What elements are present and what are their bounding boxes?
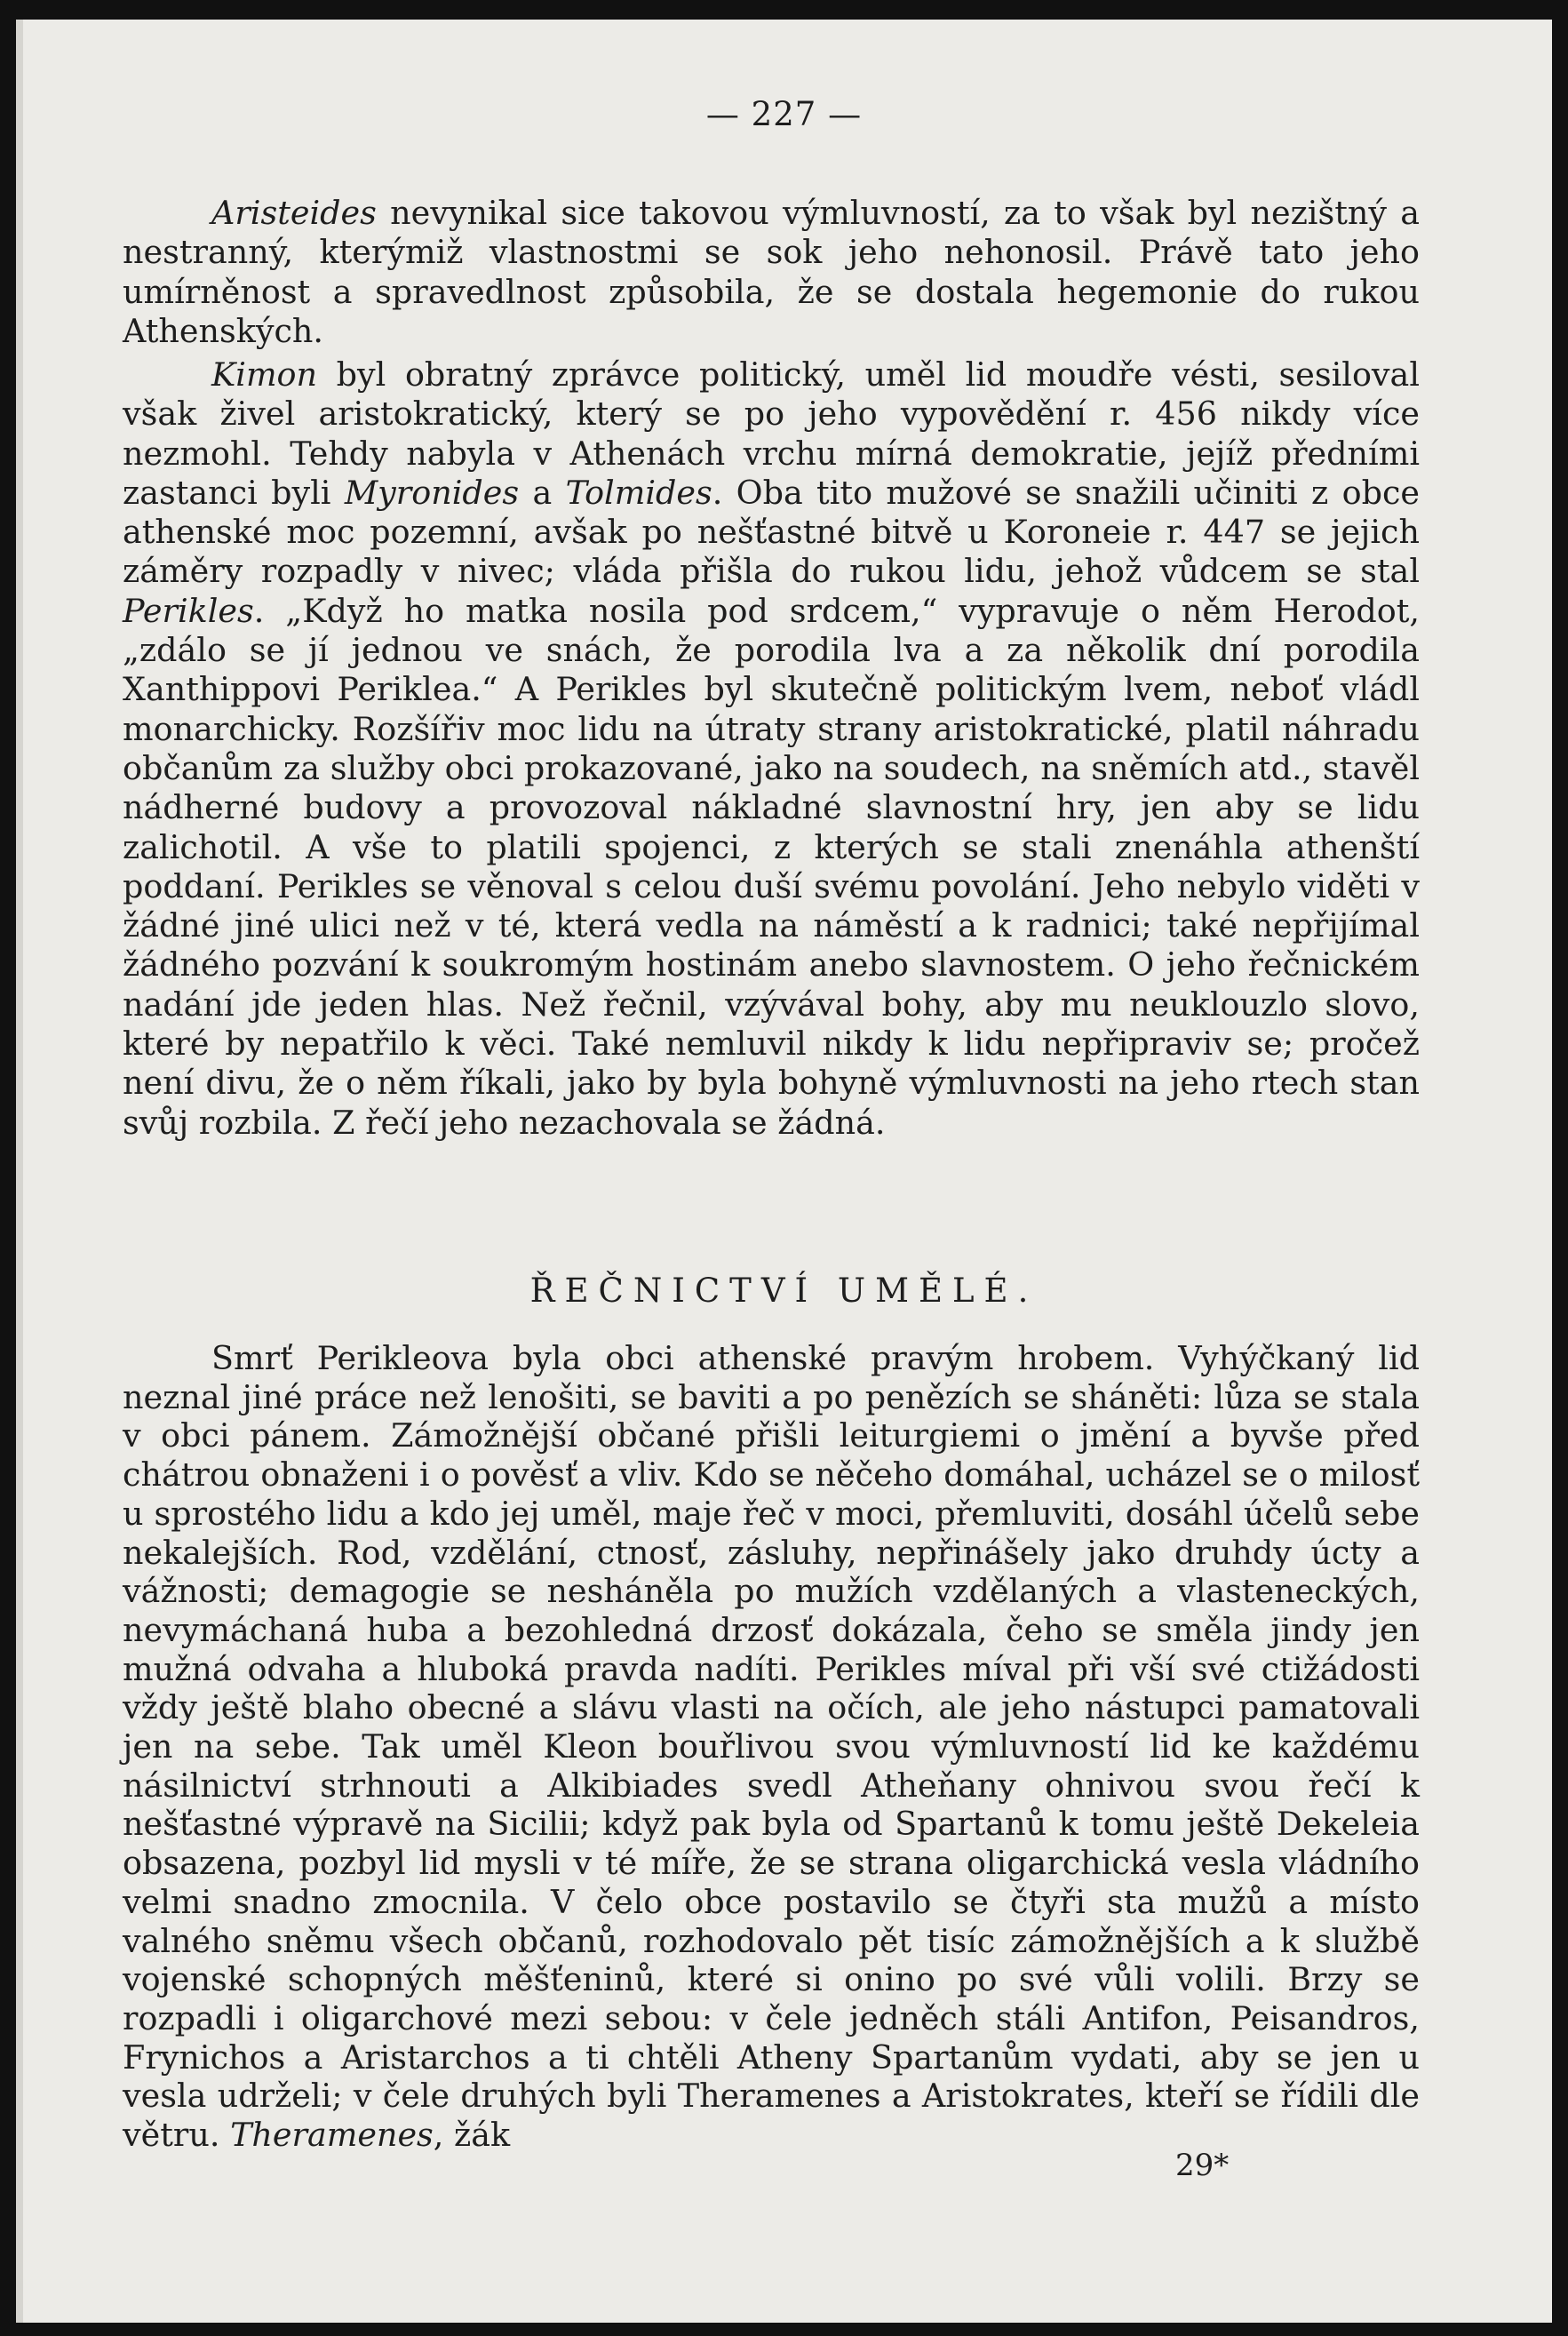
signature-mark: 29*	[1175, 2148, 1230, 2183]
name-theramenes: Theramenes	[230, 2116, 434, 2155]
section-heading: ŘEČNICTVÍ UMĚLÉ.	[529, 1271, 1039, 1310]
name-myronides: Myronides	[344, 473, 520, 512]
paragraph-text: nevynikal sice takovou výmluvností, za to však byl nezištný a nestranný, kterýmiž vlastnostmi se sok jeho nehonosil. Právě tato jeho umírněnost a spravedlnost způsobila, že se dostala hegemonie do rukou Athenských.	[123, 194, 1420, 350]
paragraph-text: a	[519, 473, 566, 512]
paragraph-smrt-perikleova	[123, 1339, 1420, 2155]
name-kimon: Kimon	[211, 355, 318, 394]
name-perikles: Perikles	[123, 591, 254, 630]
paragraph-text: . Oba tito mužové se snažili učiniti z obce athenské moc pozemní, avšak po nešťastné bitvě u Koroneie r. 447 se jejich záměry rozpadly v nivec; vláda přišla do rukou lidu, jehož vůdcem se stal	[123, 473, 1421, 591]
paragraph-text: Smrť Perikleova byla obci athenské pravým hrobem. Vyhýčkaný lid neznal jiné práce než lenošiti, se baviti a po penězích se sháněti: lůza se stala v obci pánem. Zámožnější občané přišli leiturgiemi o jmění a byvše před chátrou obnaženi i o pověsť a vliv. Kdo se něčeho domáhal, ucházel se o milosť u sprostého lidu a kdo jej uměl, maje řeč v moci, přemluviti, dosáhl účelů sebe nekalejších. Rod, vzdělání, ctnosť, zásluhy, nepřinášely jako druhdy úcty a vážnosti; demagogie se nesháněla po mužích vzdělaných a vlasteneckých, nevymáchaná huba a bezohledná drzosť dokázala, čeho se směla jindy jen mužná odvaha a hluboká pravda nadíti. Perikles míval při vší své ctižádosti vždy ještě blaho obecné a slávu vlasti na očích, ale jeho nástupci pamatovali jen na sebe. Tak uměl Kleon bouřlivou svou výmluvností lid ke každému násilnictví strhnouti a Alkibiades svedl Atheňany ohnivou svou řečí k nešťastné výpravě na Sicilii; když pak byla od Spartanů k tomu ještě Dekeleia obsazena, pozbyl lid mysli v té míře, že se strana oligarchická vesla vládního velmi snadno zmocnila. V čelo obce postavilo se čtyři sta mužů a místo valného sněmu všech občanů, rozhodovalo pět tisíc zámožnějších a k službě vojenské schopných měšťeninů, které si onino po své vůli volili. Brzy se rozpadli i oligarchové mezi sebou: v čele jedněch stáli Antifon, Peisandros, Frynichos a Aristarchos a ti chtěli Atheny Spartanům vydati, aby se jen u vesla udrželi; v čele druhých byli Theramenes a Aristokrates, kteří se řídili dle větru.	[123, 1339, 1420, 2155]
paragraph-text: byl obratný zprávce politický, uměl lid moudře vésti, sesiloval však živel aristokratický, který se po jeho vypovědění r. 456 nikdy více nezmohl. Tehdy nabyla v Athenách vrchu mírná demokratie, jejíž předními zastanci byli	[123, 355, 1420, 512]
name-tolmides: Tolmides	[565, 473, 712, 512]
paragraph-kimon-perikles	[123, 355, 1420, 1143]
paragraph-text: . „Když ho matka nosila pod srdcem,“ vypravuje o něm Herodot, „zdálo se jí jednou ve snách, že porodila lva a za několik dní porodila Xanthippovi Periklea.“ A Perikles byl skutečně politickým lvem, neboť vládl monarchicky. Rozšířiv moc lidu na útraty strany aristokratické, platil náhradu občanům za služby obci prokazované, jako na soudech, na sněmích atd., stavěl nádherné budovy a provozoval nákladné slavnostní hry, jen aby se lidu zalichotil. A vše to platili spojenci, z kterých se stali znenáhla athenští poddaní. Perikles se věnoval s celou duší svému povolání. Jeho nebylo viděti v žádné jiné ulici než v té, která vedla na náměstí a k radnici; také nepřijímal žádného pozvání k soukromým hostinám anebo slavnostem. O jeho řečnickém nadání jde jeden hlas. Než řečnil, vzývával bohy, aby mu neuklouzlo slovo, které by nepatřilo k věci. Také nemluvil nikdy k lidu nepřipraviv se; pročež není divu, že o něm říkali, jako by byla bohyně výmluvnosti na jeho rtech stan svůj rozbila. Z řečí jeho nezachovala se žádná.	[123, 591, 1420, 1142]
book-page	[16, 20, 1552, 2323]
paragraph-aristeides	[123, 194, 1420, 351]
page-spine-shadow	[16, 20, 23, 2323]
paragraph-text: , žák	[433, 2116, 511, 2155]
page-number: — 227 —	[705, 95, 863, 133]
name-aristeides: Aristeides	[211, 194, 377, 232]
